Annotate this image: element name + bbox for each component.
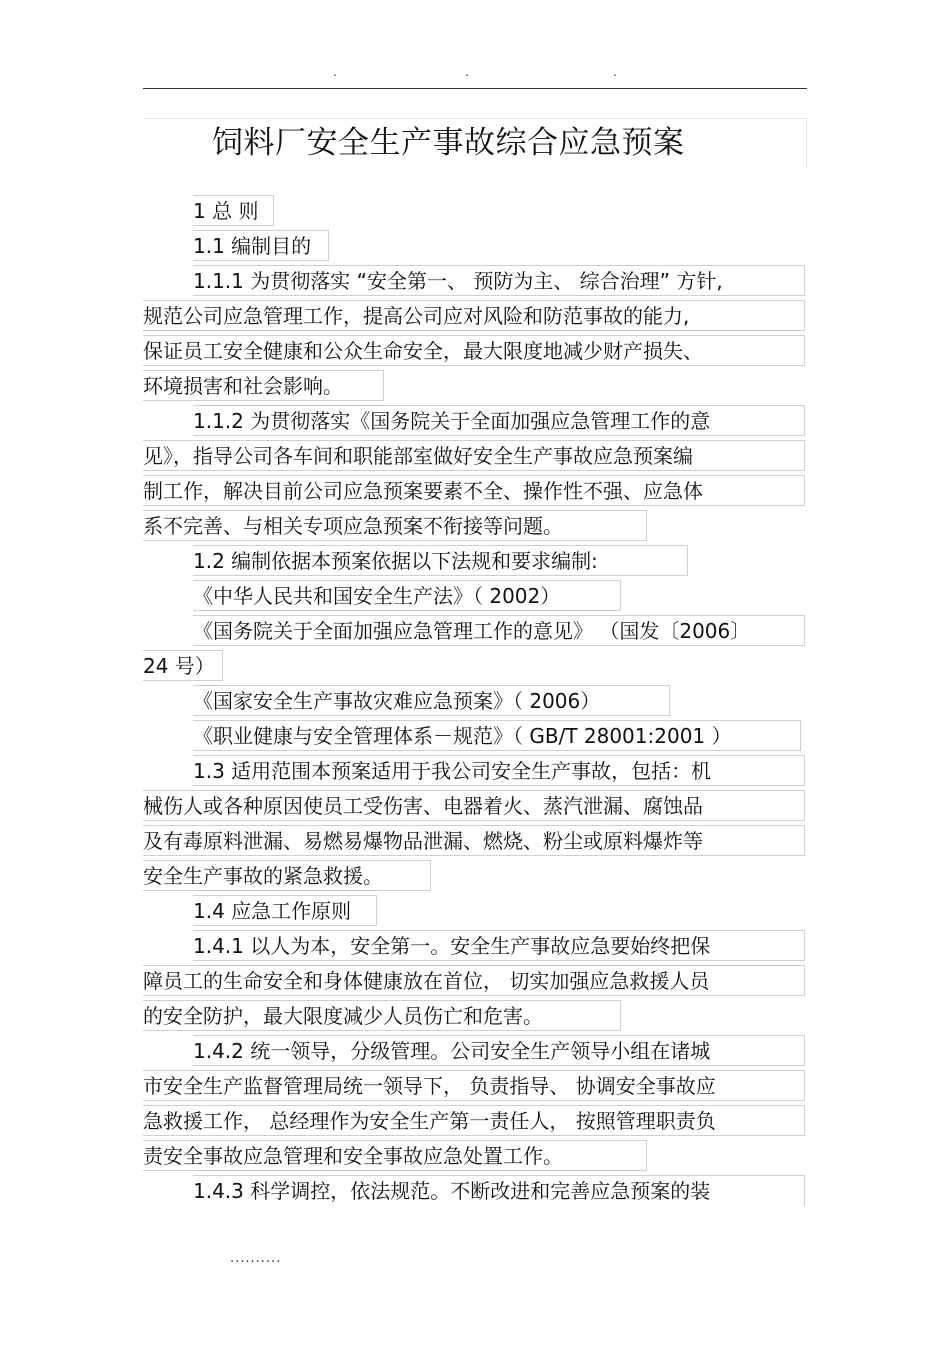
section-heading-1: 1 总 则 bbox=[193, 195, 274, 226]
header-dot-2: . bbox=[465, 65, 469, 79]
paragraph-line: 规范公司应急管理工作，提高公司应对风险和防范事故的能力, bbox=[143, 300, 805, 331]
section-heading-1-4: 1.4 应急工作原则 bbox=[193, 895, 377, 926]
footer-dots: .......... bbox=[230, 1251, 282, 1266]
reference-item: 《国务院关于全面加强应急管理工作的意见》 （国发〔2006〕 bbox=[193, 615, 805, 646]
paragraph-line: 的安全防护，最大限度减少人员伤亡和危害。 bbox=[143, 1000, 621, 1031]
paragraph-line: 责安全事故应急管理和安全事故应急处置工作。 bbox=[143, 1140, 647, 1171]
paragraph-line: 急救援工作， 总经理作为安全生产第一责任人， 按照管理职责负 bbox=[143, 1105, 805, 1136]
paragraph-line: 1.4.2 统一领导，分级管理。公司安全生产领导小组在诸城 bbox=[193, 1035, 805, 1066]
section-heading-1-2: 1.2 编制依据本预案依据以下法规和要求编制: bbox=[193, 545, 688, 576]
reference-item-continued: 24 号） bbox=[143, 650, 223, 681]
document-title: 饲料厂安全生产事故综合应急预案 bbox=[212, 125, 685, 161]
paragraph-line: 1.1.1 为贯彻落实 “安全第一、 预防为主、 综合治理” 方针, bbox=[193, 265, 805, 296]
paragraph-line: 环境损害和社会影响。 bbox=[143, 370, 384, 401]
paragraph-line: 1.4.3 科学调控，依法规范。不断改进和完善应急预案的装 bbox=[193, 1175, 805, 1206]
header-dot-1: . bbox=[333, 65, 337, 79]
paragraph-line: 系不完善、与相关专项应急预案不衔接等问题。 bbox=[143, 510, 647, 541]
paragraph-line: 安全生产事故的紧急救援。 bbox=[143, 860, 431, 891]
section-heading-1-1: 1.1 编制目的 bbox=[193, 230, 329, 261]
reference-item: 《中华人民共和国安全生产法》（ 2002） bbox=[193, 580, 621, 611]
header-rule bbox=[143, 88, 807, 89]
reference-item: 《职业健康与安全管理体系－规范》（ GB/T 28001:2001 ） bbox=[193, 720, 801, 751]
section-heading-1-3: 1.3 适用范围本预案适用于我公司安全生产事故，包括：机 bbox=[193, 755, 805, 786]
paragraph-line: 及有毒原料泄漏、易燃易爆物品泄漏、燃烧、粉尘或原料爆炸等 bbox=[143, 825, 805, 856]
paragraph-line: 制工作，解决目前公司应急预案要素不全、操作性不强、应急体 bbox=[143, 475, 805, 506]
paragraph-line: 保证员工安全健康和公众生命安全，最大限度地减少财产损失、 bbox=[143, 335, 805, 366]
paragraph-line: 市安全生产监督管理局统一领导下， 负责指导、 协调安全事故应 bbox=[143, 1070, 805, 1101]
paragraph-line: 1.4.1 以人为本，安全第一。安全生产事故应急要始终把保 bbox=[193, 930, 805, 961]
reference-item: 《国家安全生产事故灾难应急预案》（ 2006） bbox=[193, 685, 670, 716]
paragraph-line: 1.1.2 为贯彻落实《国务院关于全面加强应急管理工作的意 bbox=[193, 405, 805, 436]
paragraph-line: 障员工的生命安全和身体健康放在首位， 切实加强应急救援人员 bbox=[143, 965, 805, 996]
paragraph-line: 见》，指导公司各车间和职能部室做好安全生产事故应急预案编 bbox=[143, 440, 805, 471]
header-dot-3: . bbox=[613, 65, 617, 79]
paragraph-line: 械伤人或各种原因使员工受伤害、电器着火、蒸汽泄漏、腐蚀品 bbox=[143, 790, 805, 821]
